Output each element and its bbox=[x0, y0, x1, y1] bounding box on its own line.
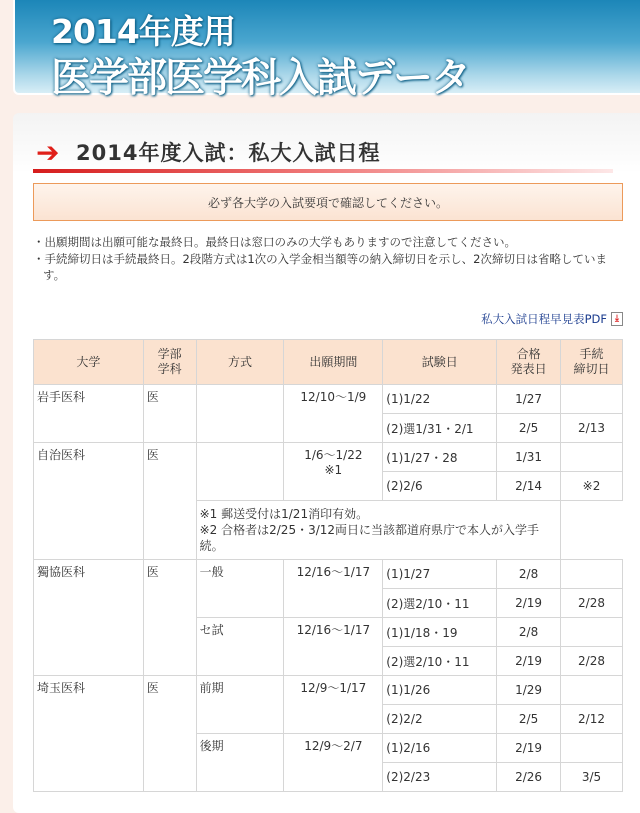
department-cell: 医 bbox=[143, 443, 196, 560]
department-cell: 医 bbox=[143, 676, 196, 792]
result-date-cell: 2/19 bbox=[497, 734, 561, 763]
method-cell: セ試 bbox=[196, 618, 284, 676]
deadline-cell bbox=[561, 443, 623, 472]
result-date-cell: 2/5 bbox=[497, 705, 561, 734]
result-date-cell: 2/19 bbox=[497, 647, 561, 676]
column-header: 合格 発表日 bbox=[497, 340, 561, 385]
note-item: ・手続締切日は手続最終日。2段階方式は1次の入学金相当額等の納入締切日を示し、2次締切日は省略しています。 bbox=[33, 251, 607, 282]
pdf-icon: ⤓ bbox=[611, 312, 623, 326]
department-cell: 医 bbox=[143, 560, 196, 676]
result-date-cell: 1/29 bbox=[497, 676, 561, 705]
university-cell: 岩手医科 bbox=[34, 385, 144, 443]
result-date-cell: 2/14 bbox=[497, 472, 561, 501]
university-cell: 獨協医科 bbox=[34, 560, 144, 676]
note-item: ・出願期間は出願可能な最終日。最終日は窓口のみの大学もありますので注意してください。 bbox=[33, 235, 516, 249]
result-date-cell: 2/8 bbox=[497, 618, 561, 647]
title-underline bbox=[33, 169, 613, 173]
deadline-cell: 2/28 bbox=[561, 647, 623, 676]
method-cell: 後期 bbox=[196, 734, 284, 792]
notice-box: 必ず各大学の入試要項で確認してください。 bbox=[33, 183, 623, 221]
method-cell bbox=[196, 385, 284, 443]
result-date-cell: 2/26 bbox=[497, 763, 561, 792]
method-cell bbox=[196, 443, 284, 501]
university-cell: 自治医科 bbox=[34, 443, 144, 560]
column-header: 出願期間 bbox=[284, 340, 383, 385]
deadline-cell: 3/5 bbox=[561, 763, 623, 792]
table-row bbox=[34, 443, 623, 472]
exam-date-cell: (2)2/2 bbox=[383, 705, 497, 734]
exam-date-cell: (2)選2/10・11 bbox=[383, 647, 497, 676]
application-period-cell: 12/10〜1/9 bbox=[284, 385, 383, 443]
application-period-cell: 1/6〜1/22 ※1 bbox=[284, 443, 383, 501]
column-header: 方式 bbox=[196, 340, 284, 385]
application-period-cell: 12/16〜1/17 bbox=[284, 560, 383, 618]
result-date-cell: 2/5 bbox=[497, 414, 561, 443]
exam-date-cell: (2)選1/31・2/1 bbox=[383, 414, 497, 443]
exam-date-cell: (2)選2/10・11 bbox=[383, 589, 497, 618]
column-header: 試験日 bbox=[383, 340, 497, 385]
pdf-link[interactable] bbox=[481, 310, 623, 328]
method-cell: 一般 bbox=[196, 560, 284, 618]
deadline-cell bbox=[561, 676, 623, 705]
pdf-link-label: 私大入試日程早見表PDF bbox=[481, 312, 607, 326]
exam-date-cell: (1)1/18・19 bbox=[383, 618, 497, 647]
section-title bbox=[36, 136, 380, 168]
exam-date-cell: (1)1/26 bbox=[383, 676, 497, 705]
deadline-cell: 2/13 bbox=[561, 414, 623, 443]
deadline-cell: 2/12 bbox=[561, 705, 623, 734]
deadline-cell bbox=[561, 618, 623, 647]
result-date-cell: 2/8 bbox=[497, 560, 561, 589]
application-period-cell: 12/9〜1/17 bbox=[284, 676, 383, 734]
exam-date-cell: (2)2/6 bbox=[383, 472, 497, 501]
department-cell: 医 bbox=[143, 385, 196, 443]
table-header-row bbox=[34, 340, 623, 385]
banner-title: 医学部医学科入試データ bbox=[51, 55, 469, 101]
method-cell: 前期 bbox=[196, 676, 284, 734]
deadline-cell: ※2 bbox=[561, 472, 623, 501]
exam-date-cell: (1)2/16 bbox=[383, 734, 497, 763]
application-period-cell: 12/16〜1/17 bbox=[284, 618, 383, 676]
table-row bbox=[34, 385, 623, 414]
column-header: 手続 締切日 bbox=[561, 340, 623, 385]
column-header: 学部 学科 bbox=[143, 340, 196, 385]
banner-year: 2014年度用 bbox=[51, 12, 235, 51]
deadline-cell: 2/28 bbox=[561, 589, 623, 618]
schedule-table bbox=[33, 339, 623, 792]
exam-date-cell: (1)1/27 bbox=[383, 560, 497, 589]
arrow-right-icon: ➔ bbox=[36, 135, 60, 169]
result-date-cell: 1/31 bbox=[497, 443, 561, 472]
exam-date-cell: (1)1/22 bbox=[383, 385, 497, 414]
result-date-cell: 2/19 bbox=[497, 589, 561, 618]
deadline-cell bbox=[561, 385, 623, 414]
result-date-cell: 1/27 bbox=[497, 385, 561, 414]
table-row bbox=[34, 676, 623, 705]
university-cell: 埼玉医科 bbox=[34, 676, 144, 792]
column-header: 大学 bbox=[34, 340, 144, 385]
footnote-cell: ※1 郵送受付は1/21消印有効。 ※2 合格者は2/25・3/12両日に当該都道府県庁で本人が入学手続。 bbox=[196, 501, 560, 560]
application-period-cell: 12/9〜2/7 bbox=[284, 734, 383, 792]
deadline-cell bbox=[561, 560, 623, 589]
table-row bbox=[34, 560, 623, 589]
deadline-cell bbox=[561, 734, 623, 763]
header-banner bbox=[13, 0, 640, 101]
exam-date-cell: (1)1/27・28 bbox=[383, 443, 497, 472]
notes bbox=[33, 234, 628, 284]
exam-date-cell: (2)2/23 bbox=[383, 763, 497, 792]
page-title: 2014年度入試：私大入試日程 bbox=[76, 141, 381, 165]
